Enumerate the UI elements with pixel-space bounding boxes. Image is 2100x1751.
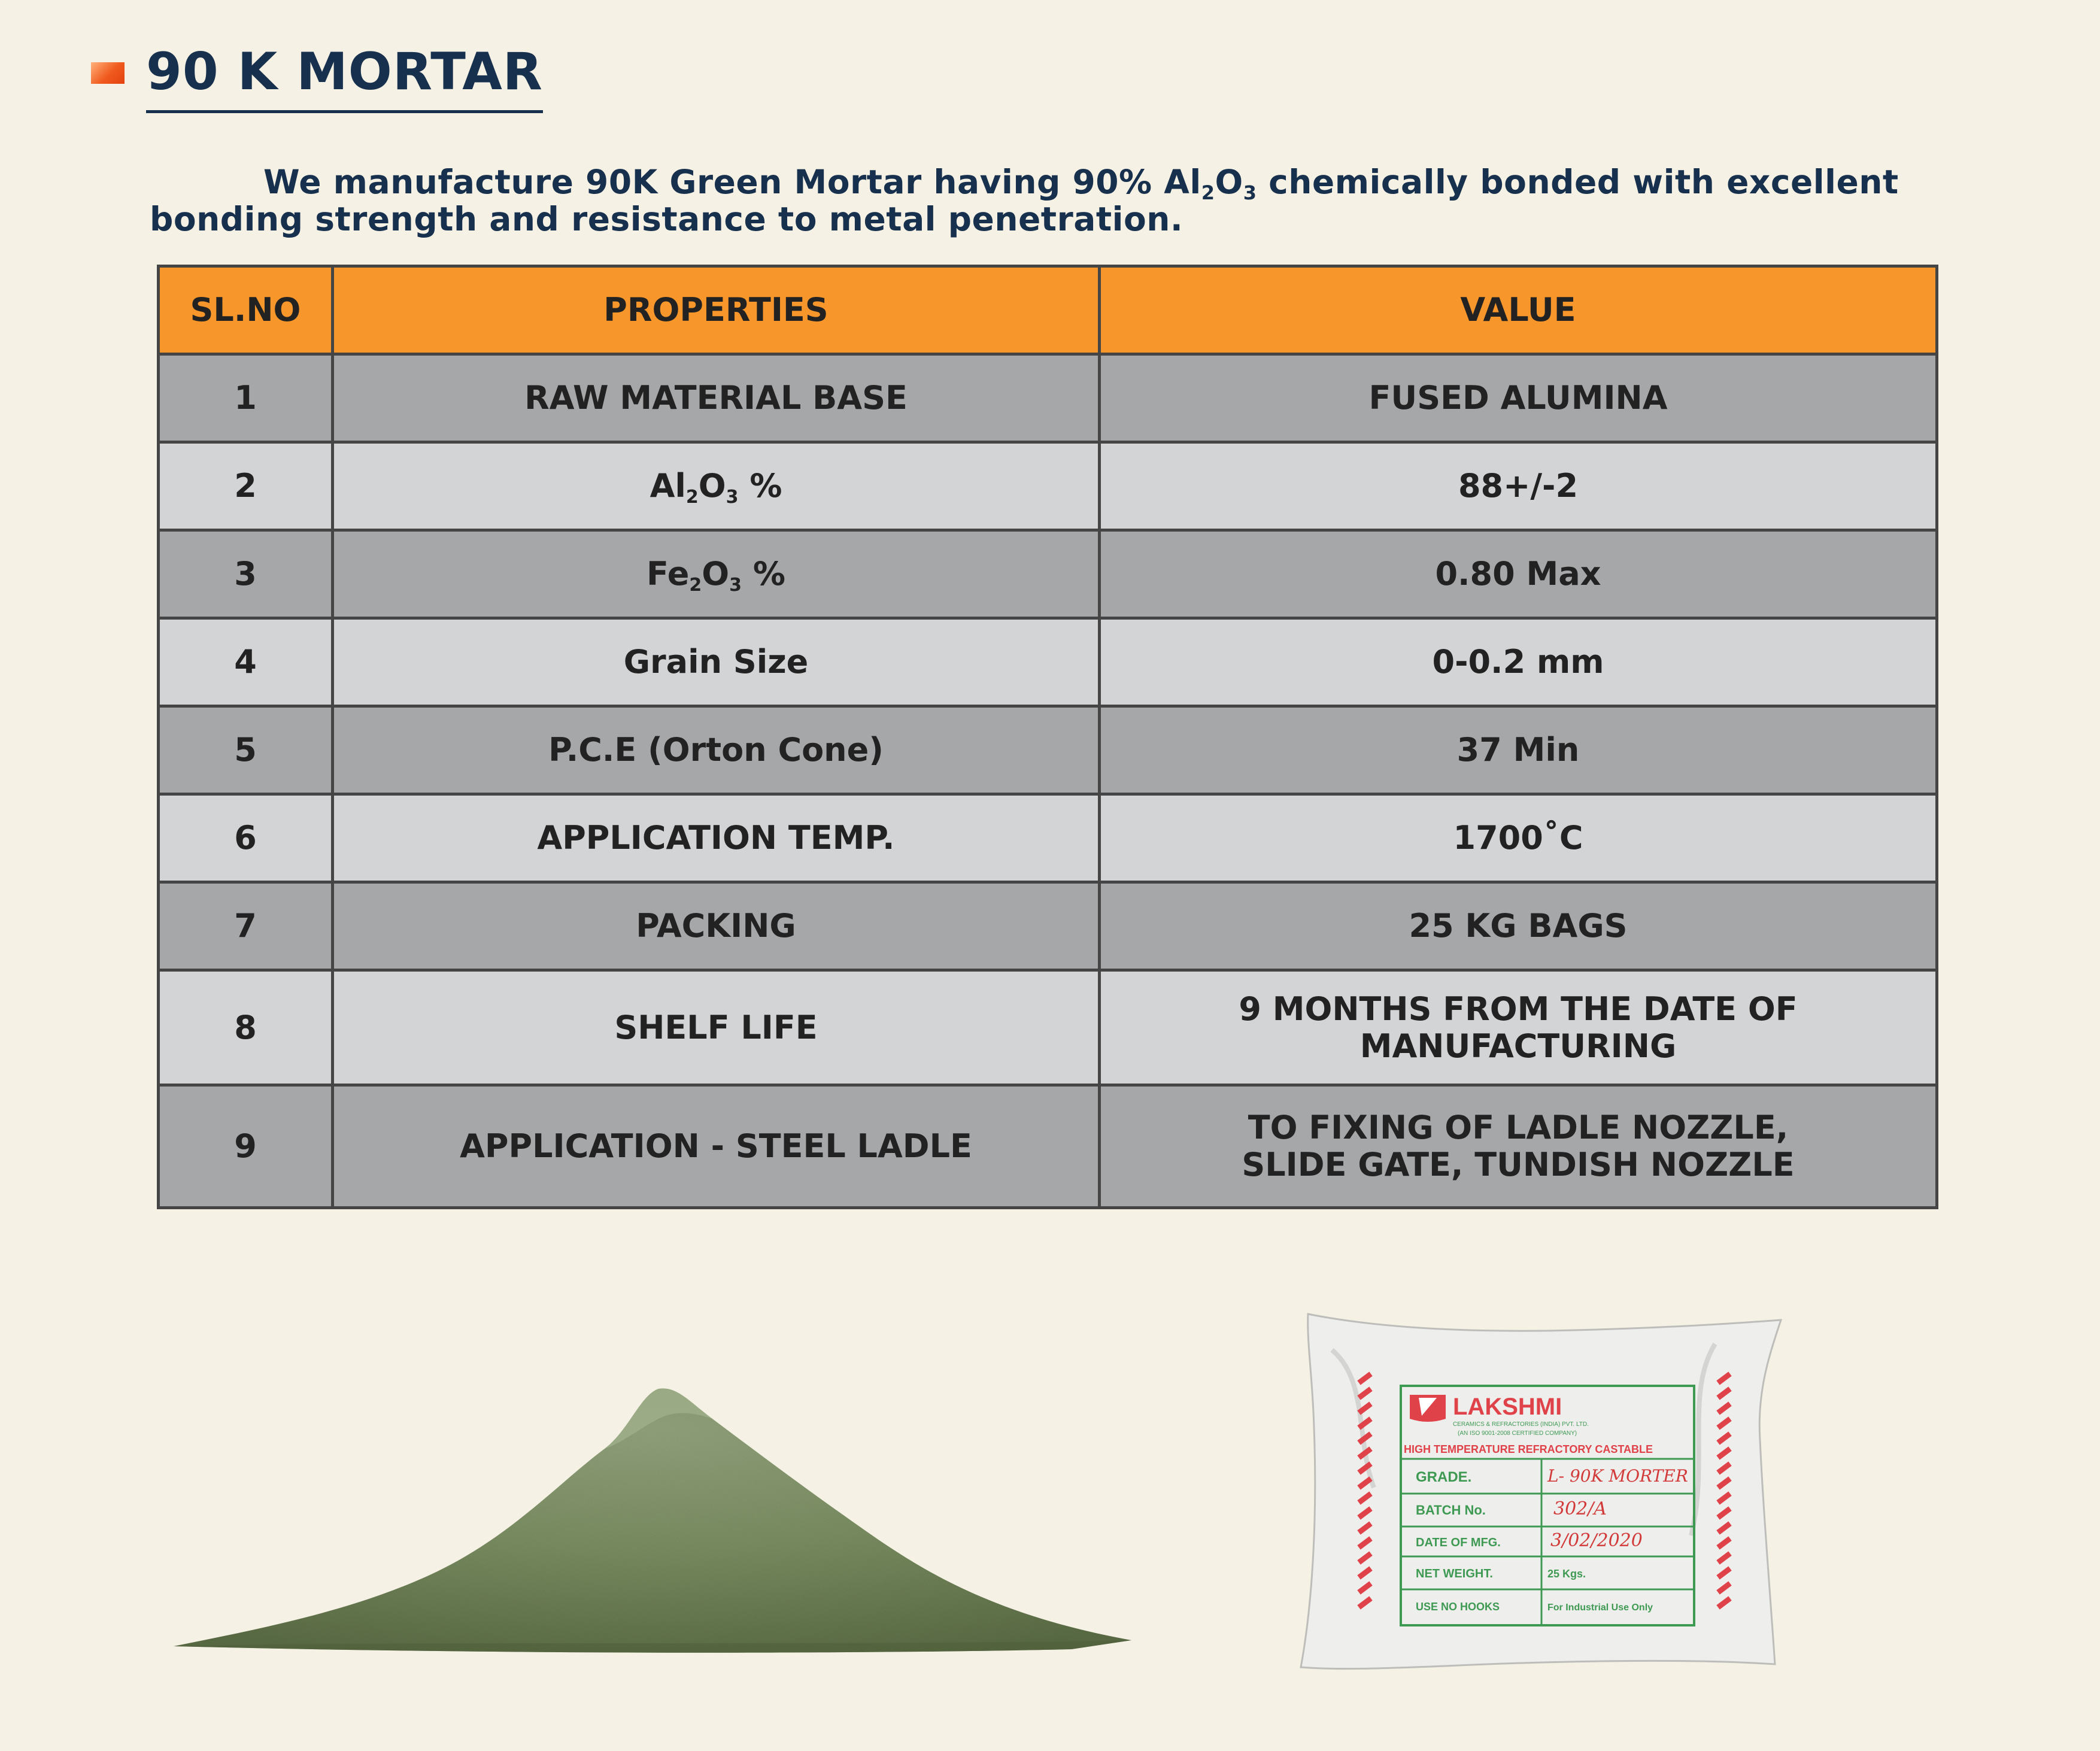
bag-date-label: DATE OF MFG. (1416, 1536, 1501, 1549)
cell-property: SHELF LIFE (333, 970, 1100, 1085)
header-slno: SL.NO (159, 266, 333, 354)
table-row (159, 794, 1937, 882)
bag-date-value: 3/02/2020 (1550, 1530, 1643, 1551)
bag-company: CERAMICS & REFRACTORIES (INDIA) PVT. LTD. (1453, 1421, 1589, 1428)
value-line: TO FIXING OF LADLE NOZZLE, (1248, 1109, 1789, 1146)
bag-weight-value: 25 Kgs. (1547, 1568, 1586, 1580)
chem-text: O (698, 467, 726, 505)
bag-batch-label: BATCH No. (1416, 1503, 1486, 1518)
product-bag-image (1296, 1308, 1793, 1673)
intro-paragraph (150, 163, 1946, 238)
cell-value: FUSED ALUMINA (1100, 354, 1937, 442)
cell-property (333, 530, 1100, 618)
chem-sub: 3 (729, 575, 742, 596)
intro-text-2: O (1215, 163, 1243, 201)
cell-value: 0-0.2 mm (1100, 618, 1937, 706)
chem-sub: 2 (689, 575, 702, 596)
chem-text: % (738, 467, 782, 505)
bag-brand: LAKSHMI (1453, 1394, 1562, 1420)
cell-property: P.C.E (Orton Cone) (333, 706, 1100, 794)
cell-value: 1700˚C (1100, 794, 1937, 882)
bag-batch-value: 302/A (1553, 1498, 1607, 1519)
value-line: MANUFACTURING (1359, 1027, 1677, 1065)
table-row (159, 354, 1937, 442)
cell-value: 0.80 Max (1100, 530, 1937, 618)
cell-no: 7 (159, 882, 333, 970)
value-line: 9 MONTHS FROM THE DATE OF (1239, 990, 1798, 1028)
table-header-row (159, 266, 1937, 354)
cell-value (1100, 970, 1937, 1085)
chem-text: O (702, 555, 730, 593)
cell-no: 1 (159, 354, 333, 442)
bag-grade-label: GRADE. (1416, 1469, 1472, 1485)
mortar-pile-image (174, 1377, 1131, 1658)
chem-sub: 3 (726, 487, 739, 508)
chem-sub: 2 (685, 487, 699, 508)
cell-property (333, 442, 1100, 530)
cell-no: 4 (159, 618, 333, 706)
cell-value: 37 Min (1100, 706, 1937, 794)
cell-no: 8 (159, 970, 333, 1085)
cell-value: 25 KG BAGS (1100, 882, 1937, 970)
bag-weight-label: NET WEIGHT. (1416, 1567, 1493, 1580)
cell-value (1100, 1085, 1937, 1208)
properties-table (157, 265, 1938, 1209)
chem-text: Al (650, 467, 686, 505)
bag-hooks-label: USE NO HOOKS (1416, 1601, 1500, 1613)
table-row (159, 442, 1937, 530)
bag-use-label: For Industrial Use Only (1547, 1603, 1653, 1613)
cell-value: 88+/-2 (1100, 442, 1937, 530)
bullet-square-icon (91, 62, 125, 84)
intro-text-1: We manufacture 90K Green Mortar having 90% Al (263, 163, 1201, 201)
cell-property: Grain Size (333, 618, 1100, 706)
bag-grade-value: L- 90K MORTER (1547, 1466, 1688, 1486)
header-value: VALUE (1100, 266, 1937, 354)
table-row (159, 706, 1937, 794)
value-line: SLIDE GATE, TUNDISH NOZZLE (1242, 1146, 1795, 1183)
table-row (159, 618, 1937, 706)
intro-sub-2: 3 (1243, 181, 1257, 204)
bag-product-type: HIGH TEMPERATURE REFRACTORY CASTABLE (1404, 1443, 1653, 1455)
table-row (159, 970, 1937, 1085)
intro-text-3: chemically bonded with excellent bonding strength and resistance to metal penetration. (150, 163, 1899, 238)
cell-no: 3 (159, 530, 333, 618)
cell-no: 6 (159, 794, 333, 882)
cell-property: APPLICATION TEMP. (333, 794, 1100, 882)
chem-text: Fe (647, 555, 690, 593)
table-row (159, 1085, 1937, 1208)
table-row (159, 882, 1937, 970)
table-row (159, 530, 1937, 618)
cell-no: 2 (159, 442, 333, 530)
cell-property: APPLICATION - STEEL LADLE (333, 1085, 1100, 1208)
chem-text: % (742, 555, 785, 593)
cell-no: 9 (159, 1085, 333, 1208)
intro-sub-1: 2 (1201, 181, 1215, 204)
cell-property: RAW MATERIAL BASE (333, 354, 1100, 442)
bag-iso: (AN ISO 9001-2008 CERTIFIED COMPANY) (1458, 1430, 1577, 1437)
cell-property: PACKING (333, 882, 1100, 970)
cell-no: 5 (159, 706, 333, 794)
header-properties: PROPERTIES (333, 266, 1100, 354)
page-title: 90 K MORTAR (146, 42, 543, 113)
